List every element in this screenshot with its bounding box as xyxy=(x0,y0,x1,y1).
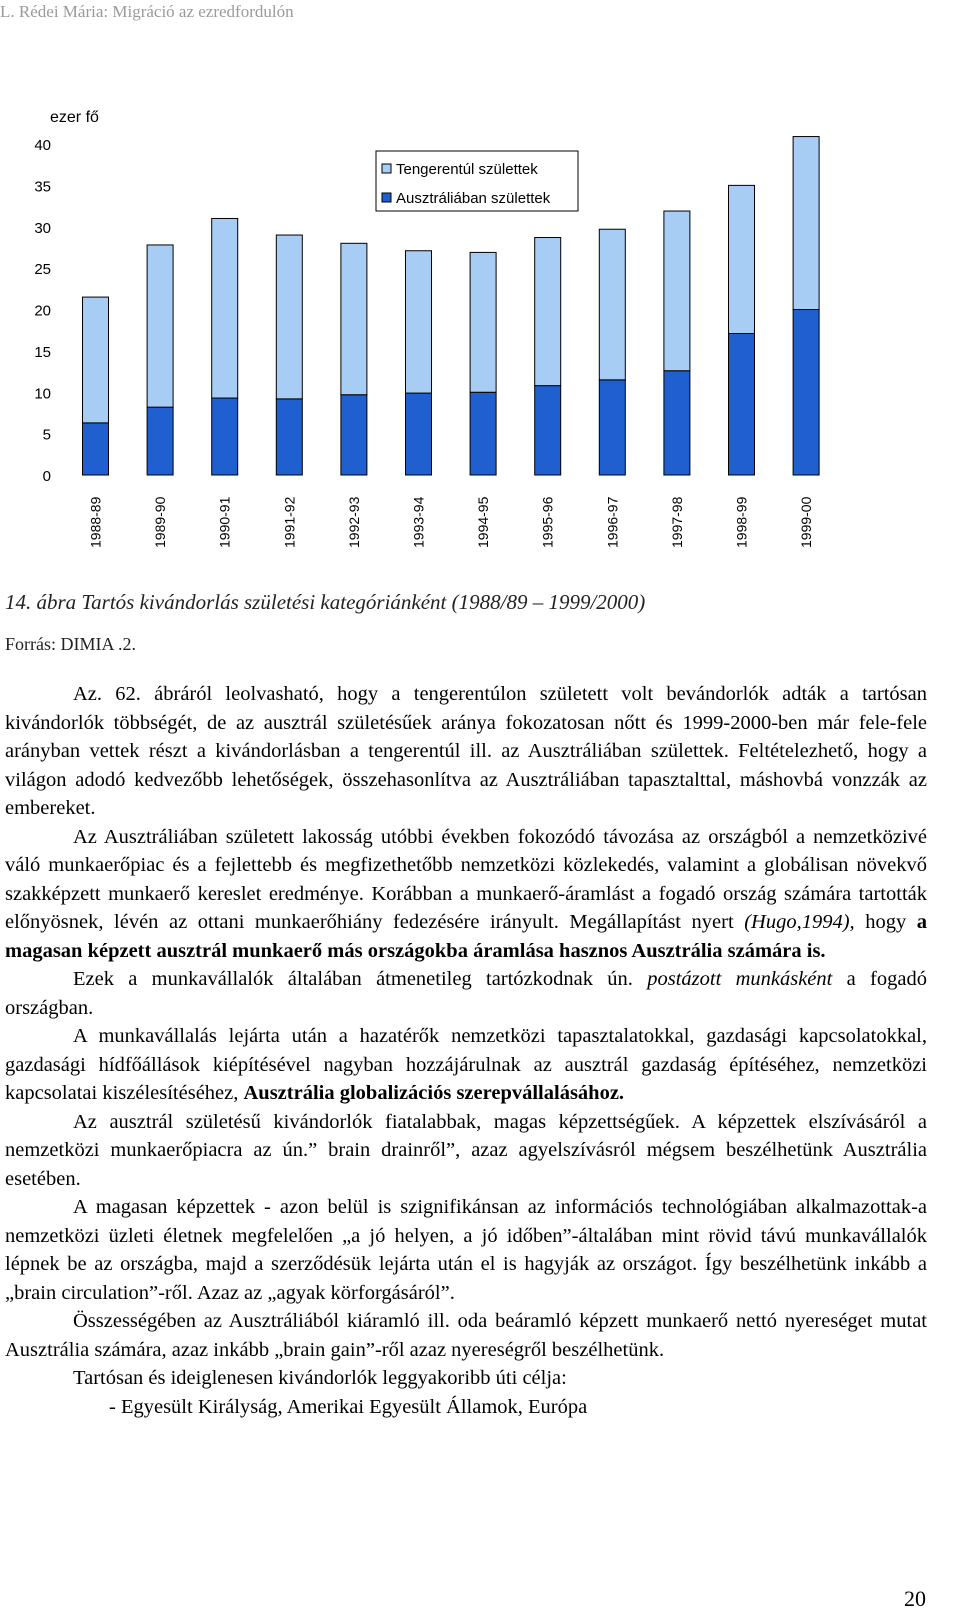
bold-statement: a magasan képzett ausztrál munkaerő más országokba áramlása hasznos Ausztrália számára is. xyxy=(5,911,927,962)
bar-born-australia xyxy=(470,392,496,475)
x-tick-label: 1997-98 xyxy=(668,496,685,548)
paragraph-3-text: Ezek a munkavállalók általában átmenetileg tartózkodnak ún. xyxy=(73,968,648,990)
bar-born-australia xyxy=(212,398,238,475)
y-tick-label: 15 xyxy=(34,343,51,361)
x-tick-label: 1991-92 xyxy=(281,496,298,548)
paragraph-8: Tartósan és ideiglenesen kivándorlók leggyakoribb úti célja: xyxy=(73,1367,567,1389)
y-tick-label: 20 xyxy=(34,302,51,320)
paragraph-6: A magasan képzettek - azon belül is szignifikánsan az információs technológiában alkalmazottak-a nemzetközi üzleti életnek megfelelően „a jó helyen, a jó időben”-általában mint rövid távú munkavállalók lépnek be az országba, majd a szerződésük lejárta után el is hagyják az országot. Így beszélhetünk inkább a „brain circulation”-ről. Azaz az „agyak körforgásáról”. xyxy=(5,1196,927,1304)
figure-caption: 14. ábra Tartós kivándorlás születési kategóriánként (1988/89 – 1999/2000) xyxy=(5,590,646,614)
x-tick-label: 1990-91 xyxy=(216,496,233,548)
bar-born-australia xyxy=(341,395,367,475)
bar-born-australia xyxy=(535,386,561,475)
bar-born-australia xyxy=(406,393,432,475)
paragraph-3 xyxy=(5,965,927,1022)
page-number: 20 xyxy=(904,1586,926,1611)
bar-born-overseas xyxy=(535,238,561,386)
list-item: - Egyesült Királyság, Amerikai Egyesült Államok, Európa xyxy=(109,1395,588,1418)
paragraph-2-text: Az Ausztráliában született lakosság utóbbi években fokozódó távozása az országból a nemzetközivé váló munkaerőpiac és a fejlettebb és megfizethetőbb nemzetközi közlekedés, valamint a globálisan növekvő szakképzett munkaerő kereslet eredménye. Korábban a munkaerő-áramlást a fogadó ország számára tartották előnyösnek, lévén az ottani munkaerőhiány fedezésére irányult. Megállapítást nyert xyxy=(5,825,927,933)
bar-born-australia xyxy=(599,380,625,475)
bar-born-overseas xyxy=(83,297,109,423)
bar-born-overseas xyxy=(212,218,238,398)
x-tick-label: 1993-94 xyxy=(410,496,427,548)
bar-born-overseas xyxy=(793,137,819,310)
legend-label: Ausztráliában születtek xyxy=(396,190,551,207)
y-tick-label: 25 xyxy=(34,261,51,279)
y-axis-label: ezer fő xyxy=(50,109,99,126)
bar-born-overseas xyxy=(470,252,496,392)
figure-source: Forrás: DIMIA .2. xyxy=(5,634,136,654)
y-tick-label: 30 xyxy=(34,219,51,237)
paragraph-4 xyxy=(5,1022,927,1108)
paragraph-7: Összességében az Ausztráliából kiáramló ill. oda beáramló képzett munkaerő nettó nyereséget mutat Ausztrália számára, azaz inkább „brain gain”-ről azaz nyereségről beszélhetünk. xyxy=(5,1310,927,1361)
bar-born-overseas xyxy=(599,229,625,380)
bar-born-australia xyxy=(276,399,302,475)
x-tick-label: 1996-97 xyxy=(604,496,621,548)
x-tick-label: 1995-96 xyxy=(539,496,556,548)
legend-swatch xyxy=(382,193,391,202)
italic-term: postázott munkásként xyxy=(647,968,833,990)
y-tick-label: 0 xyxy=(42,468,51,485)
x-tick-label: 1989-90 xyxy=(152,496,169,548)
bar-born-overseas xyxy=(406,251,432,393)
running-header: L. Rédei Mária: Migráció az ezredfordulón xyxy=(0,2,294,21)
stacked-bar-chart xyxy=(0,95,960,555)
bar-born-overseas xyxy=(147,245,173,407)
x-tick-label: 1988-89 xyxy=(87,496,104,548)
y-tick-label: 40 xyxy=(34,137,51,154)
bar-born-overseas xyxy=(341,243,367,394)
x-tick-label: 1999-00 xyxy=(798,496,815,548)
bar-born-australia xyxy=(729,333,755,475)
x-tick-label: 1994-95 xyxy=(475,496,492,548)
paragraph-1: Az. 62. ábráról leolvasható, hogy a tengerentúlon született volt bevándorlók adták a tartósan kivándorlók többségét, de az ausztrál születésűek aránya fokozatosan nőtt és 1999-2000-ben már fele-fele arányban vettek részt a kivándorlásban a tengerentúl ill. az Ausztráliában születtek. Feltételezhető, hogy a világon adodó kedvezőbb lehetőségek, összehasonlítva az Ausztráliában tapasztalttal, máshovbá vonzzák az embereket. xyxy=(5,683,927,819)
y-tick-label: 10 xyxy=(34,385,51,403)
bar-born-overseas xyxy=(729,185,755,333)
paragraph-3-text-b: a fogadó országban. xyxy=(5,968,927,1019)
y-tick-label: 35 xyxy=(34,178,51,196)
bar-born-australia xyxy=(147,407,173,475)
bar-born-australia xyxy=(664,371,690,475)
bar-born-australia xyxy=(793,310,819,476)
y-tick-label: 5 xyxy=(42,426,51,444)
legend-label: Tengerentúl születtek xyxy=(396,161,538,178)
legend-swatch xyxy=(382,164,391,173)
bold-conclusion: Ausztrália globalizációs szerepvállalásához. xyxy=(243,1082,625,1104)
bar-born-australia xyxy=(83,423,109,475)
paragraph-5: Az ausztrál születésű kivándorlók fiatalabbak, magas képzettségűek. A képzettek elszívásáról a nemzetközi munkaerőpiacra az ún.” brain drainről”, azaz agyelszívásról mégsem beszélhetünk Ausztrália esetében. xyxy=(5,1110,927,1190)
x-tick-label: 1998-99 xyxy=(733,496,750,548)
paragraph-2 xyxy=(5,823,927,966)
paragraph-4-text: A munkavállalás lejárta után a hazatérők nemzetközi tapasztalatokkal, gazdasági kapcsolatokkal, gazdasági hídfőállások kiépítésével nagyban hozzájárulnak az ausztrál gazdaság építéséhez, nemzetközi kapcsolatai kiszélesítéséhez, xyxy=(5,1025,927,1104)
citation: (Hugo,1994), xyxy=(744,911,855,933)
bar-born-overseas xyxy=(664,211,690,371)
bar-born-overseas xyxy=(276,235,302,399)
paragraph-2-text-b: hogy xyxy=(854,911,917,933)
x-tick-label: 1992-93 xyxy=(345,496,362,548)
body-text xyxy=(5,680,927,1421)
